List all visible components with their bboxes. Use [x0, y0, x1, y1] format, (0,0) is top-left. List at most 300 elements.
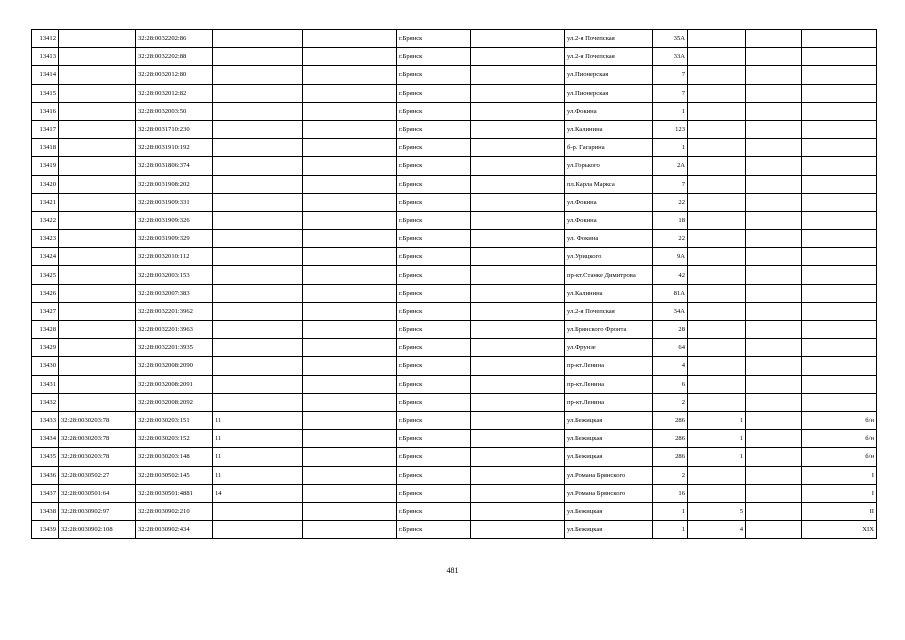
cell-col-5 — [303, 66, 397, 84]
cell-land-cadastral-number — [59, 175, 136, 193]
cell-house-number: 28 — [653, 321, 688, 339]
cell-street: б-р. Гагарина — [565, 139, 653, 157]
cell-street: пр-кт.Станке Димитрова — [565, 266, 653, 284]
cell-cadastral-number: 32:28:0031806:374 — [136, 157, 213, 175]
cell-city: г.Брянск — [397, 84, 471, 102]
cell-col-7 — [471, 521, 565, 539]
cell-house-number: 286 — [653, 448, 688, 466]
cell-premises — [802, 120, 877, 138]
cell-cadastral-number: 32:28:0032010:112 — [136, 248, 213, 266]
table-row — [32, 411, 877, 429]
cell-col-5 — [303, 230, 397, 248]
cell-land-cadastral-number — [59, 284, 136, 302]
cell-row-number: 13418 — [32, 139, 59, 157]
cell-building — [688, 230, 746, 248]
cell-row-number: 13412 — [32, 30, 59, 48]
cell-col-11 — [746, 321, 802, 339]
cell-house-number: 22 — [653, 230, 688, 248]
cell-col-11 — [746, 102, 802, 120]
cell-premises: б/н — [802, 430, 877, 448]
cell-col-4 — [213, 120, 303, 138]
cell-building — [688, 375, 746, 393]
cell-building — [688, 102, 746, 120]
cell-col-5 — [303, 411, 397, 429]
cell-col-5 — [303, 375, 397, 393]
cell-land-cadastral-number: 32:28:0030501:64 — [59, 484, 136, 502]
cell-col-7 — [471, 430, 565, 448]
cell-city: г.Брянск — [397, 448, 471, 466]
cell-col-4 — [213, 102, 303, 120]
cell-cadastral-number: 32:28:0032201:3962 — [136, 302, 213, 320]
cell-col-11 — [746, 393, 802, 411]
cell-col-11 — [746, 521, 802, 539]
cell-cadastral-number: 32:28:0032201:3963 — [136, 321, 213, 339]
cell-land-cadastral-number — [59, 321, 136, 339]
cell-city: г.Брянск — [397, 248, 471, 266]
cell-col-7 — [471, 284, 565, 302]
cell-street: пл.Карла Маркса — [565, 175, 653, 193]
cell-land-cadastral-number — [59, 139, 136, 157]
cell-col-11 — [746, 339, 802, 357]
cell-col-11 — [746, 357, 802, 375]
cell-cadastral-number: 32:28:0032201:3935 — [136, 339, 213, 357]
table-row — [32, 211, 877, 229]
cell-premises — [802, 266, 877, 284]
cell-building: 1 — [688, 430, 746, 448]
cell-row-number: 13437 — [32, 484, 59, 502]
cell-building: 4 — [688, 521, 746, 539]
cell-col-4 — [213, 230, 303, 248]
cell-col-11 — [746, 48, 802, 66]
cell-city: г.Брянск — [397, 502, 471, 520]
cell-street: ул.Фокина — [565, 193, 653, 211]
cell-house-number: 1 — [653, 102, 688, 120]
cell-building — [688, 321, 746, 339]
cell-col-5 — [303, 30, 397, 48]
table-row — [32, 266, 877, 284]
cell-cadastral-number: 32:28:0030902:210 — [136, 502, 213, 520]
cell-house-number: 2 — [653, 393, 688, 411]
cell-col-5 — [303, 84, 397, 102]
cell-street: ул.Бежицкая — [565, 411, 653, 429]
cell-building — [688, 157, 746, 175]
cell-col-5 — [303, 484, 397, 502]
cell-building: 5 — [688, 502, 746, 520]
cell-house-number: 22 — [653, 193, 688, 211]
cell-house-number: 7 — [653, 84, 688, 102]
cell-col-7 — [471, 157, 565, 175]
cell-premises — [802, 102, 877, 120]
cell-col-11 — [746, 84, 802, 102]
cell-land-cadastral-number — [59, 266, 136, 284]
cell-row-number: 13428 — [32, 321, 59, 339]
cell-col-11 — [746, 466, 802, 484]
cell-premises — [802, 248, 877, 266]
cell-building — [688, 302, 746, 320]
cell-city: г.Брянск — [397, 357, 471, 375]
cell-premises — [802, 339, 877, 357]
cell-cadastral-number: 32:28:0030902:434 — [136, 521, 213, 539]
cell-city: г.Брянск — [397, 466, 471, 484]
cell-row-number: 13431 — [32, 375, 59, 393]
cell-house-number: 34А — [653, 302, 688, 320]
cell-row-number: 13424 — [32, 248, 59, 266]
table-row — [32, 448, 877, 466]
cell-premises — [802, 175, 877, 193]
cell-premises — [802, 230, 877, 248]
cell-col-4 — [213, 302, 303, 320]
table-row — [32, 48, 877, 66]
cell-col-5 — [303, 302, 397, 320]
cell-premises — [802, 211, 877, 229]
cell-land-cadastral-number — [59, 66, 136, 84]
cell-city: г.Брянск — [397, 175, 471, 193]
cell-house-number: 1 — [653, 139, 688, 157]
cell-col-11 — [746, 120, 802, 138]
cell-col-4: 14 — [213, 484, 303, 502]
cell-land-cadastral-number — [59, 48, 136, 66]
cell-col-5 — [303, 357, 397, 375]
cell-city: г.Брянск — [397, 430, 471, 448]
cell-street: ул.Фрунзе — [565, 339, 653, 357]
cell-building — [688, 84, 746, 102]
cell-col-5 — [303, 466, 397, 484]
cell-cadastral-number: 32:28:0030501:4881 — [136, 484, 213, 502]
cell-building — [688, 30, 746, 48]
cell-col-7 — [471, 66, 565, 84]
table-row — [32, 102, 877, 120]
cell-city: г.Брянск — [397, 321, 471, 339]
cell-land-cadastral-number — [59, 193, 136, 211]
cell-row-number: 13438 — [32, 502, 59, 520]
cell-house-number: 16 — [653, 484, 688, 502]
cell-street: пр-кт.Ленина — [565, 357, 653, 375]
cell-row-number: 13439 — [32, 521, 59, 539]
cell-col-5 — [303, 102, 397, 120]
cell-building — [688, 193, 746, 211]
table-row — [32, 430, 877, 448]
cell-street: ул.2-я Почепская — [565, 302, 653, 320]
cell-land-cadastral-number: 32:28:0030502:27 — [59, 466, 136, 484]
cell-row-number: 13433 — [32, 411, 59, 429]
cell-cadastral-number: 32:28:0031909:329 — [136, 230, 213, 248]
cell-col-11 — [746, 248, 802, 266]
table-row — [32, 66, 877, 84]
cell-col-5 — [303, 430, 397, 448]
cell-city: г.Брянск — [397, 193, 471, 211]
cell-row-number: 13417 — [32, 120, 59, 138]
cell-col-7 — [471, 102, 565, 120]
table-row — [32, 521, 877, 539]
cell-cadastral-number: 32:28:0031909:331 — [136, 193, 213, 211]
cell-col-11 — [746, 211, 802, 229]
cell-col-7 — [471, 302, 565, 320]
cell-street: ул.2-я Почепская — [565, 48, 653, 66]
cell-land-cadastral-number — [59, 157, 136, 175]
cell-house-number: 42 — [653, 266, 688, 284]
cell-col-11 — [746, 157, 802, 175]
cell-street: ул.Романа Брянского — [565, 484, 653, 502]
cell-col-5 — [303, 175, 397, 193]
cell-house-number: 4 — [653, 357, 688, 375]
cell-street: ул.2-я Почепская — [565, 30, 653, 48]
table-row — [32, 120, 877, 138]
cell-row-number: 13429 — [32, 339, 59, 357]
cell-col-4 — [213, 321, 303, 339]
cell-house-number: 81А — [653, 284, 688, 302]
cell-col-7 — [471, 357, 565, 375]
table-row — [32, 484, 877, 502]
cell-col-7 — [471, 448, 565, 466]
cell-building — [688, 284, 746, 302]
cell-row-number: 13415 — [32, 84, 59, 102]
cell-col-5 — [303, 339, 397, 357]
cell-premises — [802, 357, 877, 375]
cell-land-cadastral-number: 32:28:0030203:78 — [59, 448, 136, 466]
cell-premises: II — [802, 502, 877, 520]
cell-col-5 — [303, 321, 397, 339]
cell-street: ул.Бежицкая — [565, 521, 653, 539]
cell-row-number: 13414 — [32, 66, 59, 84]
cell-row-number: 13430 — [32, 357, 59, 375]
cell-col-5 — [303, 266, 397, 284]
cell-premises: б/н — [802, 411, 877, 429]
cell-col-7 — [471, 139, 565, 157]
table-row — [32, 339, 877, 357]
cell-col-7 — [471, 321, 565, 339]
cell-col-4: 11 — [213, 430, 303, 448]
cell-col-11 — [746, 302, 802, 320]
cell-col-11 — [746, 66, 802, 84]
table-row — [32, 230, 877, 248]
cell-land-cadastral-number — [59, 375, 136, 393]
cell-city: г.Брянск — [397, 302, 471, 320]
cell-col-5 — [303, 139, 397, 157]
cell-land-cadastral-number — [59, 357, 136, 375]
cell-house-number: 1 — [653, 521, 688, 539]
cell-street: ул.Горького — [565, 157, 653, 175]
cell-col-11 — [746, 284, 802, 302]
cell-street: пр-кт.Ленина — [565, 375, 653, 393]
cell-building — [688, 357, 746, 375]
cell-col-4 — [213, 266, 303, 284]
cell-building — [688, 466, 746, 484]
cell-cadastral-number: 32:28:0032008:2092 — [136, 393, 213, 411]
cell-col-7 — [471, 502, 565, 520]
table-row — [32, 139, 877, 157]
cell-city: г.Брянск — [397, 102, 471, 120]
cell-col-4 — [213, 248, 303, 266]
cell-cadastral-number: 32:28:0032003:50 — [136, 102, 213, 120]
cell-premises — [802, 139, 877, 157]
cell-land-cadastral-number: 32:28:0030203:78 — [59, 411, 136, 429]
cell-col-5 — [303, 448, 397, 466]
cell-row-number: 13423 — [32, 230, 59, 248]
cell-house-number: 7 — [653, 175, 688, 193]
cell-col-7 — [471, 484, 565, 502]
cell-house-number: 64 — [653, 339, 688, 357]
table-row — [32, 466, 877, 484]
cell-col-5 — [303, 157, 397, 175]
cell-cadastral-number: 32:28:0030203:148 — [136, 448, 213, 466]
cell-premises: I — [802, 466, 877, 484]
cell-cadastral-number: 32:28:0032012:80 — [136, 66, 213, 84]
cell-land-cadastral-number — [59, 230, 136, 248]
cell-city: г.Брянск — [397, 120, 471, 138]
cell-house-number: 2А — [653, 157, 688, 175]
cell-premises: I — [802, 484, 877, 502]
cell-building — [688, 211, 746, 229]
cell-house-number: 286 — [653, 430, 688, 448]
cell-building — [688, 339, 746, 357]
cell-house-number: 6 — [653, 375, 688, 393]
cell-street: ул.Пионерская — [565, 84, 653, 102]
cell-city: г.Брянск — [397, 484, 471, 502]
cell-premises — [802, 84, 877, 102]
cell-col-5 — [303, 393, 397, 411]
cell-col-4 — [213, 375, 303, 393]
cell-col-4 — [213, 157, 303, 175]
cell-city: г.Брянск — [397, 157, 471, 175]
cell-col-11 — [746, 266, 802, 284]
cell-col-7 — [471, 393, 565, 411]
cell-col-11 — [746, 175, 802, 193]
cell-land-cadastral-number — [59, 84, 136, 102]
cell-city: г.Брянск — [397, 375, 471, 393]
cell-col-7 — [471, 466, 565, 484]
cell-row-number: 13434 — [32, 430, 59, 448]
cell-col-11 — [746, 230, 802, 248]
cell-row-number: 13427 — [32, 302, 59, 320]
cell-street: ул.Калинина — [565, 284, 653, 302]
cell-land-cadastral-number: 32:28:0030203:78 — [59, 430, 136, 448]
cell-col-11 — [746, 502, 802, 520]
cell-col-5 — [303, 193, 397, 211]
cell-col-11 — [746, 448, 802, 466]
cell-house-number: 35А — [653, 30, 688, 48]
cell-row-number: 13420 — [32, 175, 59, 193]
cell-cadastral-number: 32:28:0030502:145 — [136, 466, 213, 484]
cell-land-cadastral-number — [59, 30, 136, 48]
cell-cadastral-number: 32:28:0030203:151 — [136, 411, 213, 429]
cell-street: пр-кт.Ленина — [565, 393, 653, 411]
cell-city: г.Брянск — [397, 411, 471, 429]
cell-premises — [802, 321, 877, 339]
cell-col-5 — [303, 521, 397, 539]
cell-col-4 — [213, 211, 303, 229]
cell-col-4 — [213, 502, 303, 520]
cell-row-number: 13426 — [32, 284, 59, 302]
cell-cadastral-number: 32:28:0031909:326 — [136, 211, 213, 229]
cell-col-4: 11 — [213, 448, 303, 466]
cell-col-4 — [213, 139, 303, 157]
table-row — [32, 375, 877, 393]
table-row — [32, 175, 877, 193]
cell-building — [688, 266, 746, 284]
cell-col-7 — [471, 120, 565, 138]
table-row — [32, 193, 877, 211]
cell-premises — [802, 30, 877, 48]
cell-col-4 — [213, 339, 303, 357]
cell-col-11 — [746, 484, 802, 502]
cell-street: ул.Фокина — [565, 102, 653, 120]
cell-cadastral-number: 32:28:0032008:2091 — [136, 375, 213, 393]
table-row — [32, 357, 877, 375]
cell-cadastral-number: 32:28:0031710:230 — [136, 120, 213, 138]
cell-col-4: 11 — [213, 411, 303, 429]
cell-city: г.Брянск — [397, 266, 471, 284]
cell-col-11 — [746, 139, 802, 157]
table-row — [32, 321, 877, 339]
cell-cadastral-number: 32:28:0032008:2090 — [136, 357, 213, 375]
cell-city: г.Брянск — [397, 393, 471, 411]
cell-col-5 — [303, 502, 397, 520]
table-row — [32, 30, 877, 48]
cell-building — [688, 66, 746, 84]
cell-premises — [802, 66, 877, 84]
cell-street: ул.Романа Брянского — [565, 466, 653, 484]
cell-building: 1 — [688, 411, 746, 429]
cell-col-11 — [746, 411, 802, 429]
table-row — [32, 157, 877, 175]
cell-land-cadastral-number — [59, 211, 136, 229]
cell-col-5 — [303, 211, 397, 229]
cell-col-4 — [213, 48, 303, 66]
cell-land-cadastral-number — [59, 302, 136, 320]
registry-table — [31, 29, 877, 539]
cell-row-number: 13425 — [32, 266, 59, 284]
cell-city: г.Брянск — [397, 284, 471, 302]
cell-house-number: 2 — [653, 466, 688, 484]
cell-col-7 — [471, 375, 565, 393]
cell-premises — [802, 193, 877, 211]
cell-cadastral-number: 32:28:0030203:152 — [136, 430, 213, 448]
cell-land-cadastral-number: 32:28:0030902:97 — [59, 502, 136, 520]
cell-house-number: 1 — [653, 502, 688, 520]
cell-col-5 — [303, 48, 397, 66]
cell-street: ул.Бежицкая — [565, 502, 653, 520]
cell-col-4 — [213, 393, 303, 411]
cell-cadastral-number: 32:28:0031908:202 — [136, 175, 213, 193]
cell-col-4 — [213, 357, 303, 375]
cell-row-number: 13432 — [32, 393, 59, 411]
cell-building — [688, 48, 746, 66]
cell-col-5 — [303, 284, 397, 302]
cell-row-number: 13422 — [32, 211, 59, 229]
cell-city: г.Брянск — [397, 521, 471, 539]
cell-street: ул.Брянского Фронта — [565, 321, 653, 339]
cell-col-7 — [471, 266, 565, 284]
cell-col-7 — [471, 48, 565, 66]
cell-street: ул.Фокина — [565, 211, 653, 229]
cell-building — [688, 393, 746, 411]
cell-col-4 — [213, 193, 303, 211]
cell-col-7 — [471, 248, 565, 266]
cell-col-7 — [471, 339, 565, 357]
cell-street: ул.Бежицкая — [565, 430, 653, 448]
cell-col-4 — [213, 30, 303, 48]
cell-premises — [802, 302, 877, 320]
cell-cadastral-number: 32:28:0032003:153 — [136, 266, 213, 284]
cell-col-11 — [746, 30, 802, 48]
cell-premises — [802, 375, 877, 393]
cell-cadastral-number: 32:28:0032007:383 — [136, 284, 213, 302]
cell-building — [688, 120, 746, 138]
cell-row-number: 13435 — [32, 448, 59, 466]
cell-premises — [802, 393, 877, 411]
cell-col-7 — [471, 175, 565, 193]
cell-col-7 — [471, 193, 565, 211]
